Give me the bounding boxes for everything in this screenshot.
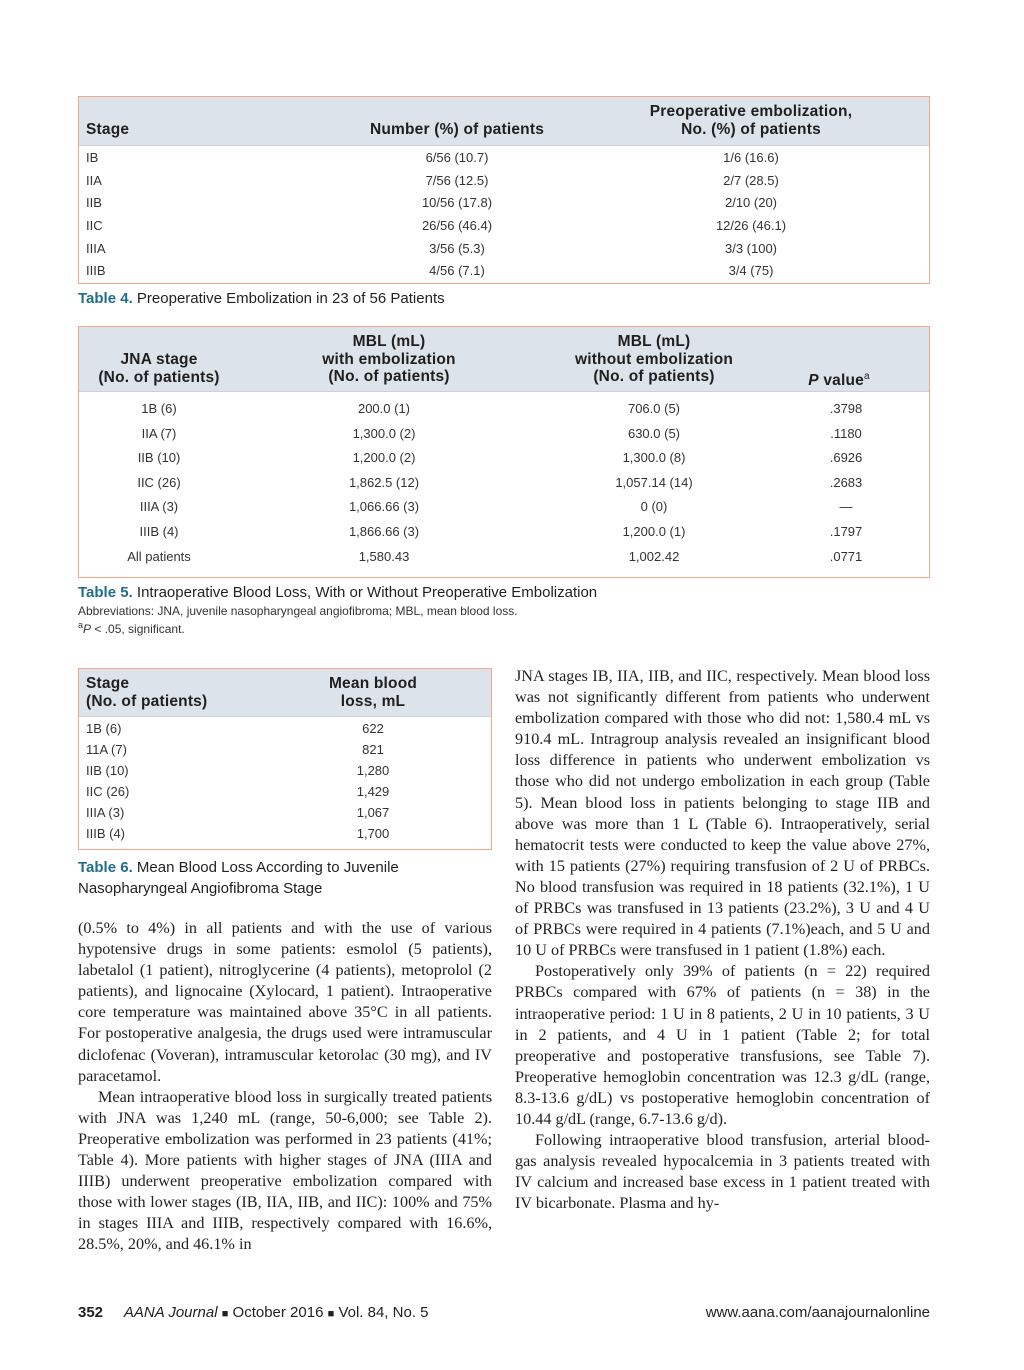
table-5-col-with bbox=[289, 333, 489, 386]
table-5-footnote-p: P bbox=[83, 622, 92, 636]
table-cell: 1,066.66 (3) bbox=[348, 499, 420, 515]
table-cell: 10/56 (17.8) bbox=[421, 195, 493, 211]
table-cell: 1,057.14 (14) bbox=[615, 474, 693, 490]
issue-date: October 2016 bbox=[232, 1304, 324, 1321]
table-4-row bbox=[79, 261, 929, 284]
table-cell: 1,300.0 (2) bbox=[352, 425, 416, 441]
table-4-caption-text: Preoperative Embolization in 23 of 56 Patients bbox=[136, 290, 445, 307]
table-5-col-pvalue-text: value bbox=[818, 372, 864, 390]
table-cell: 1,580.43 bbox=[358, 548, 410, 564]
table-5-caption-text: Intraoperative Blood Loss, With or Without Preoperative Embolization bbox=[136, 584, 598, 601]
table-6-caption bbox=[78, 857, 399, 899]
table-cell: .1797 bbox=[829, 523, 863, 539]
table-5-footnote-sup: a bbox=[78, 620, 84, 630]
table-6-row bbox=[79, 824, 491, 845]
table-6-caption-label: Table 6. bbox=[78, 859, 133, 876]
table-5-col-with-line2: with embolization bbox=[322, 350, 456, 368]
table-4-row bbox=[79, 216, 929, 239]
table-cell: 200.0 (1) bbox=[357, 401, 411, 416]
right-column-text bbox=[515, 666, 930, 1214]
table-4-row bbox=[79, 171, 929, 194]
table-cell: IIIA (3) bbox=[139, 499, 179, 515]
table-6-row bbox=[79, 803, 491, 824]
table-6-caption-line1 bbox=[78, 857, 399, 878]
table-cell: 821 bbox=[362, 742, 384, 757]
table-5-row bbox=[79, 495, 929, 520]
table-6-body bbox=[79, 717, 491, 845]
table-5-col-stage-line1: JNA stage bbox=[120, 351, 198, 368]
table-cell: 1,002.42 bbox=[628, 548, 680, 564]
table-6-col-stage-line1: Stage bbox=[86, 675, 130, 692]
table-cell: 622 bbox=[362, 721, 384, 736]
table-cell: .2683 bbox=[829, 474, 863, 490]
table-4-row bbox=[79, 239, 929, 262]
table-4-col-preop bbox=[619, 103, 883, 138]
table-6-caption-text-1: Mean Blood Loss According to Juvenile bbox=[136, 859, 399, 876]
table-5-col-with-line1: MBL (mL) bbox=[352, 333, 426, 350]
table-cell: IIIB (4) bbox=[139, 523, 179, 539]
table-5-col-stage bbox=[79, 351, 239, 386]
table-cell: — bbox=[839, 499, 853, 515]
table-cell: All patients bbox=[127, 548, 191, 564]
table-6-caption-line2: Nasopharyngeal Angiofibroma Stage bbox=[78, 880, 323, 897]
page-number: 352 bbox=[78, 1304, 104, 1321]
table-cell: 1,200.0 (2) bbox=[352, 450, 416, 466]
table-4-col-preop-line1: Preoperative embolization, bbox=[649, 103, 853, 120]
page-footer bbox=[78, 1304, 429, 1321]
table-6-col-stage bbox=[86, 675, 207, 710]
table-cell: IIB (10) bbox=[137, 450, 181, 466]
table-4-caption bbox=[78, 290, 445, 307]
table-cell: IIIA bbox=[86, 240, 106, 256]
table-6-col-stage-line2: (No. of patients) bbox=[86, 692, 208, 710]
left-paragraph-1: (0.5% to 4%) in all patients and with the use of various hypotensive drugs in some patients: esmolol (5 patients), labetalol (1 patient), nitroglycerine (4 patients), metoprolol (2 patients), and lignocaine (Xylocard, 1 patient). Intraoperative core temperature was maintained above 35°C in all patients. For postoperative analgesia, the drugs used were intramuscular diclofenac (Voveran), intramuscular ketorolac (30 mg), and IV paracetamol. bbox=[78, 919, 492, 1085]
table-5-row bbox=[79, 471, 929, 496]
table-cell: IIC bbox=[86, 218, 103, 234]
table-6-col-mbl-line1: Mean blood bbox=[328, 675, 418, 692]
table-cell: .0771 bbox=[829, 548, 863, 564]
issue-volume: Vol. 84, No. 5 bbox=[338, 1304, 429, 1321]
table-4-row bbox=[79, 148, 929, 171]
table-cell: 1,200.0 (1) bbox=[622, 523, 686, 539]
table-cell: 1,700 bbox=[356, 826, 390, 841]
table-5-caption-label: Table 5. bbox=[78, 584, 133, 601]
table-6-col-mbl bbox=[311, 675, 435, 710]
table-4-row bbox=[79, 193, 929, 216]
table-5-col-without bbox=[544, 333, 764, 386]
table-cell: IIA bbox=[86, 172, 102, 188]
right-paragraph-1: JNA stages IB, IIA, IIB, and IIC, respectively. Mean blood loss was not significantly different from patients who underwent embolization compared with those who did not: 1,580.4 mL vs 910.4 mL. Intragroup analysis revealed an insignificant blood loss difference in patients who underwent embolization vs those who did not undergo embolization in each group (Table 5). Mean blood loss in patients belonging to stage IIB and above was more than 1 L (Table 6). Intraoperatively, serial hematocrit tests were conducted to keep the value above 27%, with 15 patients (27%) requiring transfusion of 2 U of PRBCs. No blood transfusion was required in 18 patients (32.1%), 1 U of PRBCs was transfused in 13 patients (23.2%), 3 U and 4 U of PRBCs were required in 4 patients (7.1%)each, and 5 U and 10 U of PRBCs were transfused in 1 patient (1.8%) each. bbox=[515, 667, 930, 960]
table-cell: IIB (10) bbox=[86, 763, 129, 778]
table-4-col-stage: Stage bbox=[86, 121, 130, 138]
table-cell: 1,280 bbox=[356, 763, 390, 778]
table-cell: 3/4 (75) bbox=[728, 263, 774, 279]
table-cell: 1,429 bbox=[356, 784, 390, 799]
table-5-col-pvalue bbox=[779, 368, 899, 390]
table-cell: 0 (0) bbox=[640, 499, 668, 515]
table-6-row bbox=[79, 740, 491, 761]
table-cell: 1B (6) bbox=[86, 721, 122, 736]
table-cell: IIA (7) bbox=[141, 425, 177, 441]
table-cell: 11A (7) bbox=[86, 742, 127, 757]
table-cell: IB bbox=[86, 150, 99, 165]
table-cell: .3798 bbox=[829, 401, 863, 416]
table-6-col-mbl-line2: loss, mL bbox=[340, 692, 406, 710]
table-cell: 26/56 (46.4) bbox=[421, 218, 493, 234]
table-5-abbreviations: Abbreviations: JNA, juvenile nasopharyngeal angiofibroma; MBL, mean blood loss. bbox=[78, 604, 518, 618]
table-cell: 12/26 (46.1) bbox=[715, 218, 787, 234]
table-cell: 4/56 (7.1) bbox=[429, 263, 485, 279]
table-4-header bbox=[79, 97, 929, 146]
table-5-col-pvalue-p: P bbox=[808, 372, 819, 390]
table-cell: IIIA (3) bbox=[86, 805, 125, 820]
footer-separator-2: ■ bbox=[327, 1308, 335, 1320]
table-4-col-preop-line2: No. (%) of patients bbox=[681, 120, 821, 138]
left-column-text bbox=[78, 918, 492, 1256]
table-4-caption-label: Table 4. bbox=[78, 290, 133, 307]
table-5-header bbox=[79, 327, 929, 392]
table-cell: 1,067 bbox=[356, 805, 390, 820]
table-6-row bbox=[79, 761, 491, 782]
table-4 bbox=[78, 96, 930, 284]
table-cell: 7/56 (12.5) bbox=[425, 172, 489, 188]
right-paragraph-3: Following intraoperative blood transfusion, arterial blood-gas analysis revealed hypocalcemia in 3 patients treated with IV calcium and increased base excess in 1 patient treated with IV bicarbonate. Plasma and hy- bbox=[515, 1131, 930, 1213]
table-cell: 2/7 (28.5) bbox=[723, 172, 779, 188]
table-5-col-stage-line2: (No. of patients) bbox=[98, 368, 220, 386]
table-4-body bbox=[79, 146, 929, 284]
journal-name: AANA Journal bbox=[123, 1304, 218, 1321]
table-cell: 3/3 (100) bbox=[724, 240, 778, 256]
table-cell: IIIB (4) bbox=[86, 826, 126, 841]
right-paragraph-2: Postoperatively only 39% of patients (n = 22) required PRBCs compared with 67% of patients (n = 38) in the intraoperative period: 1 U in 8 patients, 2 U in 10 patients, 3 U in 2 patients, and 4 U in 1 patient (Table 2; for total preoperative and postoperative transfusions, see Table 7). Preoperative hemoglobin concentration was 12.3 g/dL (range, 8.3-13.6 g/dL) vs postoperative hemoglobin concentration of 10.44 g/dL (range, 6.7-13.6 g/d). bbox=[515, 962, 930, 1128]
table-cell: IIC (26) bbox=[137, 474, 181, 490]
table-cell: 1,866.66 (3) bbox=[348, 523, 420, 539]
table-5-col-with-line3: (No. of patients) bbox=[328, 368, 450, 385]
table-5-col-without-line1: MBL (mL) bbox=[617, 333, 691, 350]
table-5-row bbox=[79, 545, 929, 570]
table-cell: IIC (26) bbox=[86, 784, 130, 799]
table-cell: 3/56 (5.3) bbox=[429, 240, 485, 256]
table-5-footnote bbox=[78, 620, 185, 636]
table-cell: 6/56 (10.7) bbox=[425, 150, 489, 165]
table-cell: .1180 bbox=[830, 425, 862, 441]
table-cell: 630.0 (5) bbox=[627, 425, 681, 441]
table-cell: 1,300.0 (8) bbox=[622, 450, 686, 466]
left-paragraph-2: Mean intraoperative blood loss in surgically treated patients with JNA was 1,240 mL (range, 50-6,000; see Table 2). Preoperative embolization was performed in 23 patients (41%; Table 4). More patients with higher stages of JNA (IIIA and IIIB) underwent preoperative embolization compared with those with lower stages (IB, IIA, IIB, and IIC): 100% and 75% in stages IIIA and IIIB, respectively compared with 16.6%, 28.5%, 20%, and 46.1% in bbox=[78, 1087, 492, 1254]
table-6 bbox=[78, 668, 492, 850]
table-6-row bbox=[79, 782, 491, 803]
table-5-row bbox=[79, 446, 929, 471]
table-5-body bbox=[79, 392, 929, 569]
table-5-col-without-line3: (No. of patients) bbox=[593, 368, 715, 385]
table-5-row bbox=[79, 422, 929, 447]
footer-separator-1: ■ bbox=[221, 1308, 229, 1320]
table-5-row bbox=[79, 397, 929, 422]
table-5-col-without-line2: without embolization bbox=[574, 350, 734, 368]
table-5-row bbox=[79, 520, 929, 545]
table-cell: 1/6 (16.6) bbox=[723, 150, 779, 165]
journal-url[interactable]: www.aana.com/aanajournalonline bbox=[705, 1304, 930, 1321]
table-cell: 2/10 (20) bbox=[724, 195, 778, 211]
table-5-footnote-text: < .05, significant. bbox=[91, 622, 185, 636]
table-cell: IIIB bbox=[86, 263, 106, 279]
table-cell: 1B (6) bbox=[141, 401, 177, 416]
table-4-col-number: Number (%) of patients bbox=[369, 121, 545, 138]
table-cell: .6926 bbox=[829, 450, 863, 466]
table-5-col-pvalue-sup: a bbox=[863, 371, 870, 382]
table-5-caption bbox=[78, 584, 597, 601]
table-6-header bbox=[79, 669, 491, 717]
table-cell: 706.0 (5) bbox=[627, 401, 681, 416]
table-cell: 1,862.5 (12) bbox=[348, 474, 420, 490]
table-cell: IIB bbox=[86, 195, 102, 211]
table-5 bbox=[78, 326, 930, 578]
table-6-row bbox=[79, 719, 491, 740]
